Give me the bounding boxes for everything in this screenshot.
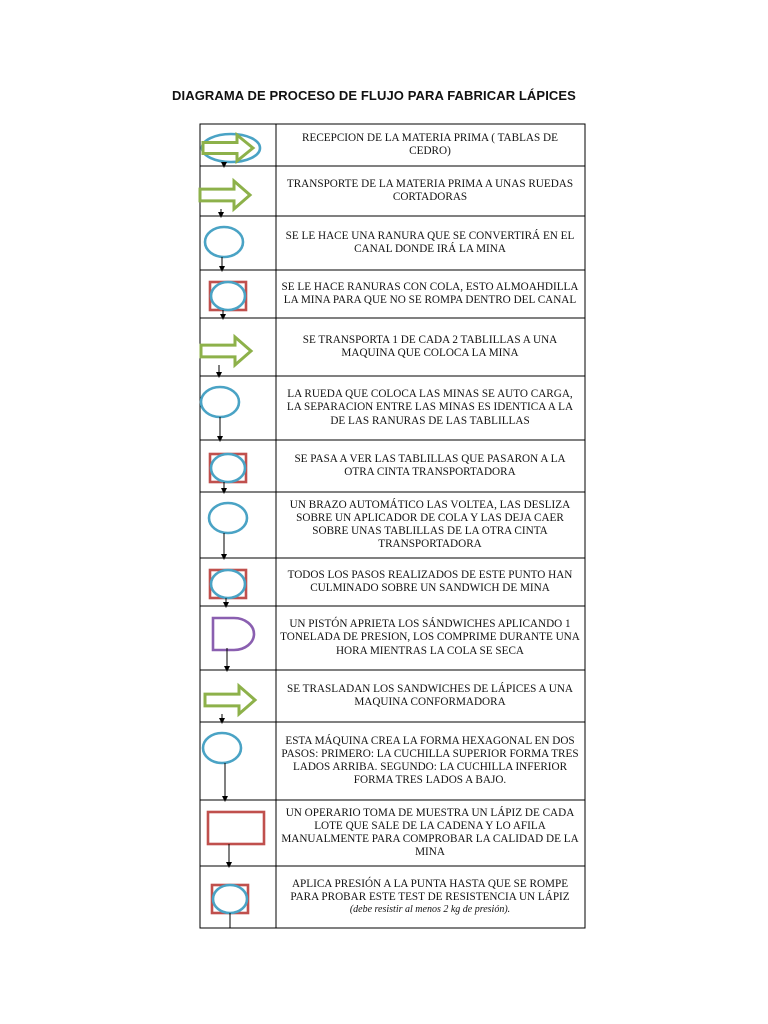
transport-arrow-icon [200, 181, 250, 209]
combined-operation-circle-icon [211, 282, 245, 310]
step-description [276, 270, 584, 318]
transport-arrow-icon [205, 686, 255, 714]
step-text: ESTA MÁQUINA CREA LA FORMA HEXAGONAL EN DOS PASOS: PRIMERO: LA CUCHILLA SUPERIOR FORMA TRES LADOS ARRIBA. SEGUNDO: LA CUCHILLA INFERIOR FORMA TRES LADOS A BAJO. [281, 734, 579, 787]
step-note: (debe resistir al menos 2 kg de presión). [349, 904, 511, 916]
connector-arrowhead [224, 666, 230, 672]
step-description [276, 722, 584, 800]
step-description [276, 670, 584, 722]
step-description [276, 800, 584, 866]
step-text: RECEPCION DE LA MATERIA PRIMA ( TABLAS DE CEDRO) [302, 131, 558, 157]
connector-arrowhead [218, 212, 224, 218]
step-text: TRANSPORTE DE LA MATERIA PRIMA A UNAS RUEDAS CORTADORAS [286, 177, 574, 203]
connector-arrowhead [217, 436, 223, 442]
step-description [276, 216, 584, 270]
step-description [276, 606, 584, 670]
transport-arrow-icon [201, 337, 251, 365]
step-description [276, 318, 584, 376]
step-text: TODOS LOS PASOS REALIZADOS DE ESTE PUNTO HAN CULMINADO SOBRE UN SANDWICH DE MINA [287, 568, 573, 594]
step-description [276, 558, 584, 606]
connector-arrowhead [226, 862, 232, 868]
connector-arrowhead [219, 718, 225, 724]
operation-circle-icon [205, 227, 243, 257]
step-text: SE TRANSPORTA 1 DE CADA 2 TABLILLAS A UNA MAQUINA QUE COLOCA LA MINA [302, 333, 558, 359]
connector-arrowhead [221, 554, 227, 560]
connector-arrowhead [223, 602, 229, 608]
step-text: UN BRAZO AUTOMÁTICO LAS VOLTEA, LAS DESLIZA SOBRE UN APLICADOR DE COLA Y LAS DEJA CAER SOBRE UNAS TABLILLAS DE LA OTRA CINTA TRANSPORTADORA [289, 498, 571, 551]
diagram-title: DIAGRAMA DE PROCESO DE FLUJO PARA FABRICAR LÁPICES [172, 88, 576, 103]
delay-d-icon [213, 618, 254, 650]
connector-arrowhead [219, 266, 225, 272]
step-text: APLICA PRESIÓN A LA PUNTA HASTA QUE SE ROMPE PARA PROBAR ESTE TEST DE RESISTENCIA UN LÁPIZ [290, 877, 570, 903]
connector-arrowhead [216, 372, 222, 378]
step-description [276, 866, 584, 928]
step-text: LA RUEDA QUE COLOCA LAS MINAS SE AUTO CARGA, LA SEPARACION ENTRE LAS MINAS ES IDENTICA A LA DE LAS RANURAS DE LAS TABLILLAS [286, 388, 574, 427]
inspection-square-icon [208, 812, 264, 844]
step-description [276, 492, 584, 558]
step-text: SE TRASLADAN LOS SANDWICHES DE LÁPICES A UNA MAQUINA CONFORMADORA [286, 682, 574, 708]
connector-arrowhead [221, 488, 227, 494]
step-text: UN OPERARIO TOMA DE MUESTRA UN LÁPIZ DE CADA LOTE QUE SALE DE LA CADENA Y LO AFILA MANUALMENTE PARA COMPROBAR LA CALIDAD DE LA MINA [281, 806, 579, 859]
operation-circle-icon [209, 503, 247, 533]
step-text: SE PASA A VER LAS TABLILLAS QUE PASARON A LA OTRA CINTA TRANSPORTADORA [294, 452, 566, 478]
operation-circle-icon [201, 387, 239, 417]
step-text: UN PISTÓN APRIETA LOS SÁNDWICHES APLICANDO 1 TONELADA DE PRESION, LOS COMPRIME DURANTE UNA HORA MIENTRAS LA COLA SE SECA [280, 618, 580, 657]
combined-operation-circle-icon [213, 885, 247, 913]
combined-operation-circle-icon [211, 454, 245, 482]
combined-operation-circle-icon [211, 570, 245, 598]
connector-arrowhead [222, 796, 228, 802]
step-description [276, 166, 584, 216]
operation-circle-icon [203, 733, 241, 763]
step-text: SE LE HACE RANURAS CON COLA, ESTO ALMOAHDILLA LA MINA PARA QUE NO SE ROMPA DENTRO DEL CANAL [281, 280, 579, 306]
step-description [276, 376, 584, 440]
step-description [276, 124, 584, 166]
connector-arrowhead [221, 162, 227, 168]
connector-arrowhead [220, 314, 226, 320]
step-description [276, 440, 584, 492]
step-text: SE LE HACE UNA RANURA QUE SE CONVERTIRÁ EN EL CANAL DONDE IRÁ LA MINA [285, 229, 575, 255]
